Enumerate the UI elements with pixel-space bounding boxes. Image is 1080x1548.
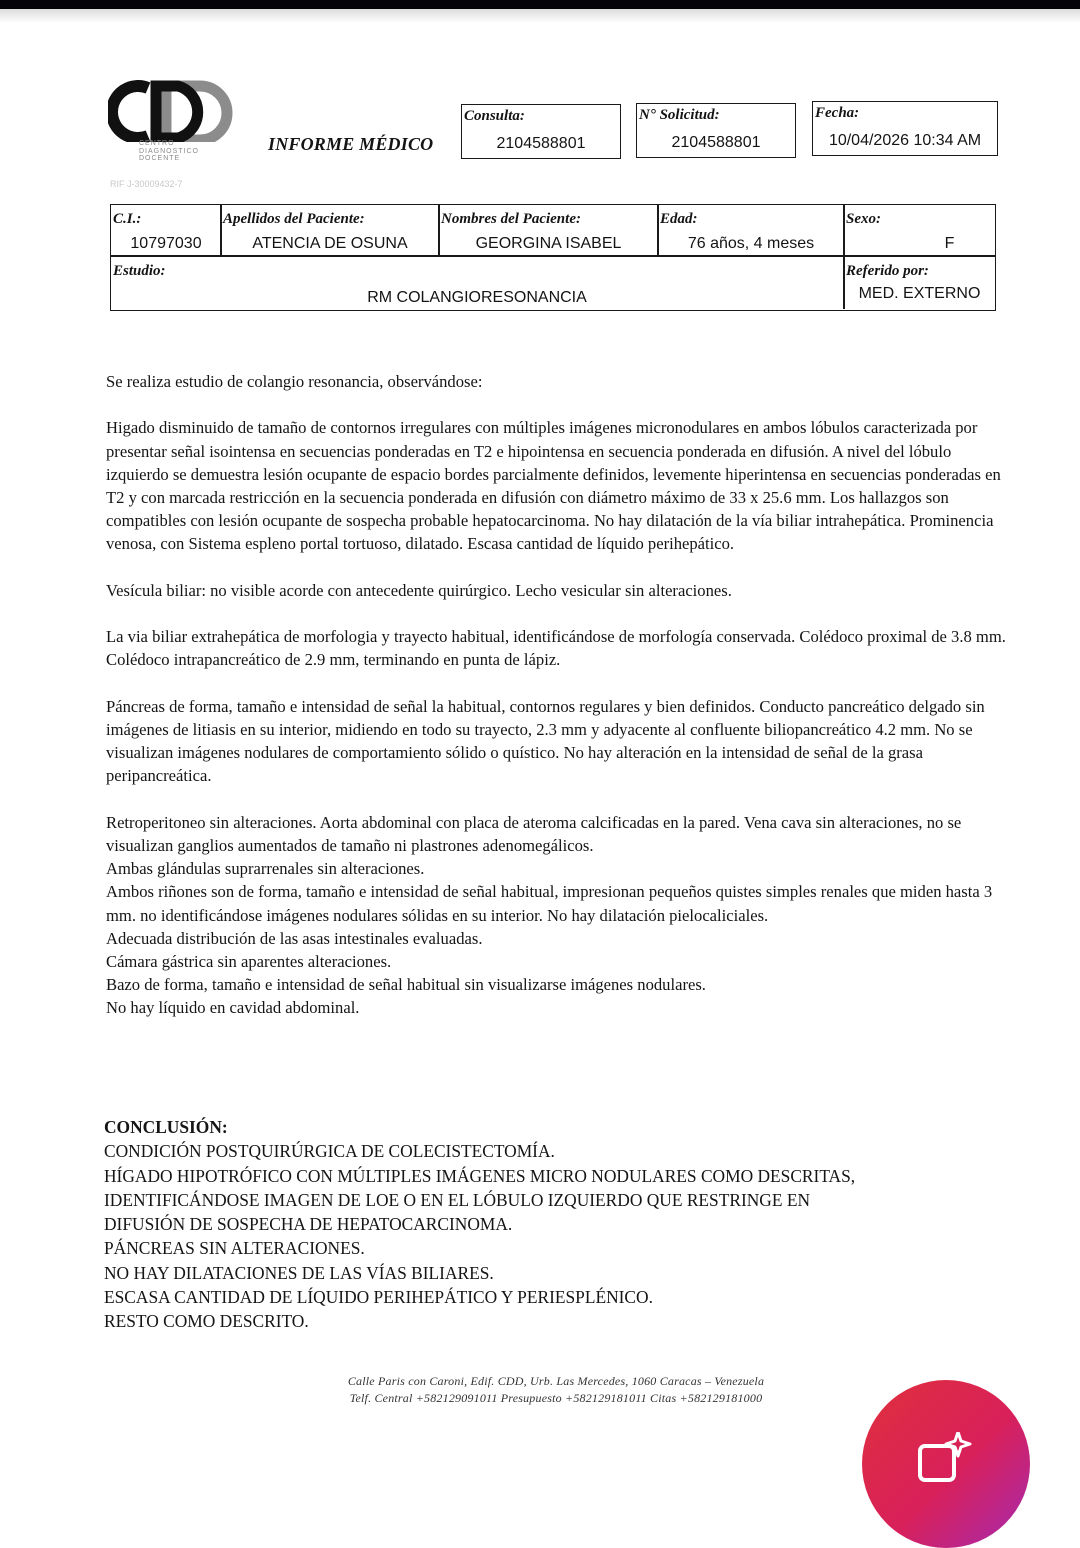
report-camara-gastrica: Cámara gástrica sin aparentes alteraciones. [106,952,392,971]
cdd-logo [108,80,238,195]
report-suprarrenales: Ambas glándulas suprarrenales sin alteraciones. [106,859,425,879]
report-retroperitoneo: Retroperitoneo sin alteraciones. Aorta abdominal con placa de ateroma calcificadas en la pared. Vena cava sin alteraciones, no se visualizan ganglios aumentados de tamaño ni plastrones adenomegálicos. [106,812,962,855]
referido-cell [844,257,995,309]
consulta-box [461,104,621,159]
sexo-label: Sexo: [846,211,881,227]
conclusion-item: IDENTIFICÁNDOSE IMAGEN DE LOE O EN EL LÓBULO IZQUIERDO QUE RESTRINGE EN [104,1189,811,1210]
report-liquido: No hay líquido en cavidad abdominal. [106,998,360,1018]
conclusion-item: DIFUSIÓN DE SOSPECHA DE HEPATOCARCINOMA. [104,1214,513,1235]
apellidos-label: Apellidos del Paciente: [223,211,365,227]
edad-cell [658,205,844,255]
report-intro: Se realiza estudio de colangio resonancia, observándose: [106,372,483,391]
ai-image-edit-sparkle-icon [914,1432,974,1492]
patient-info-table [110,204,996,311]
fecha-value: 10/04/2026 10:34 AM [828,132,982,149]
fecha-box [812,101,998,156]
conclusion-item: PÁNCREAS SIN ALTERACIONES. [104,1238,365,1259]
status-bar [0,0,1080,9]
report-bazo: Bazo de forma, tamaño e intensidad de señal habitual sin visualizarse imágenes nodulares. [106,975,706,995]
document-title: INFORME MÉDICO [268,134,434,154]
edad-value: 76 años, 4 meses [687,235,815,252]
conclusion-item: CONDICIÓN POSTQUIRÚRGICA DE COLECISTECTOMÍA. [104,1141,555,1162]
conclusion-heading: CONCLUSIÓN: [104,1117,228,1137]
apellidos-value: ATENCIA DE OSUNA [252,235,408,252]
nombres-label: Nombres del Paciente: [441,211,581,227]
ci-label: C.I.: [113,211,142,227]
report-via-biliar: La via biliar extrahepática de morfologia y trayecto habitual, identificándose de morfología conservada. Colédoco proximal de 3.8 mm. Colédoco intrapancreático de 2.9 mm, terminando en punta de lápiz. [106,627,1006,670]
conclusion-item: ESCASA CANTIDAD DE LÍQUIDO PERIHEPÁTICO Y PERIESPLÉNICO. [104,1287,653,1308]
solicitud-label: N° Solicitud: [639,107,720,123]
conclusion-item: NO HAY DILATACIONES DE LAS VÍAS BILIARES. [104,1262,494,1283]
document-footer [296,1373,816,1406]
referido-label: Referido por: [846,263,929,279]
top-shadow [0,9,1080,23]
report-higado: Higado disminuido de tamaño de contornos irregulares con múltiples imágenes micronodulares en ambos lóbulos caracterizada por presentar señal isointensa en secuencias ponderadas en T2 e hipointensa en secuencia ponderada en difusión. A nivel del lóbulo izquierdo se demuestra lesión ocupante de espacio bordes parcialmente definidos, levemente hiperintensa en secuencias ponderadas en T2 y con marcada restricción en la secuencia ponderada en difusión con diámetro máximo de 33 x 25.6 mm. Los hallazgos son compatibles con lesión ocupante de sospecha probable hepatocarcinoma. No hay dilatación de la vía biliar intrahepática. Prominencia venosa, con Sistema espleno portal tortuoso, dilatado. Escasa cantidad de líquido perihepático. [106,418,1001,554]
conclusion-item: HÍGADO HIPOTRÓFICO CON MÚLTIPLES IMÁGENES MICRO NODULARES COMO DESCRITAS, [104,1165,856,1186]
nombres-value: GEORGINA ISABEL [475,235,622,252]
consulta-label: Consulta: [464,108,525,124]
consulta-value: 2104588801 [496,135,586,152]
sexo-value: F [944,235,955,252]
apellidos-cell [221,205,439,255]
footer-address: Calle Paris con Caroni, Edif. CDD, Urb. Las Mercedes, 1060 Caracas – Venezuela [347,1374,765,1388]
ai-edit-button[interactable] [862,1380,1030,1548]
ci-cell [111,205,221,255]
report-body [106,370,1006,1020]
solicitud-value: 2104588801 [671,134,761,151]
estudio-cell [111,257,843,309]
report-pancreas: Páncreas de forma, tamaño e intensidad de señal la habitual, contornos regulares y bien definidos. Conducto pancreático delgado sin imágenes de litiasis en su interior, midiendo en todo su trayecto, 2.3 mm y adyacente al confluente biliopancreático 4.2 mm. No se visualizan imágenes nodulares de comportamiento sólido o quístico. No hay alteración en la intensidad de señal de la grasa peripancreática. [106,696,985,786]
sexo-cell [844,205,995,255]
logo-rif: RIF J-30009432-7 [110,179,183,189]
report-rinones: Ambos riñones son de forma, tamaño e intensidad de señal habitual, impresionan pequeños quistes simples renales que miden hasta 3 mm. no identificándose imágenes nodulares sólidas en su interior. No hay dilatación pielocaliciales. [106,882,993,925]
footer-phones: Telf. Central +582129091011 Presupuesto +582129181011 Citas +582129181000 [349,1390,763,1405]
estudio-label: Estudio: [113,263,166,279]
edad-label: Edad: [660,211,698,227]
estudio-value: RM COLANGIORESONANCIA [367,289,587,306]
conclusion-section [104,1115,1004,1334]
ci-value: 10797030 [130,235,202,252]
report-asas: Adecuada distribución de las asas intestinales evaluadas. [106,928,483,948]
logo-subtitle: CENTRO DIAGNOSTICO DOCENTE [139,140,200,162]
fecha-label: Fecha: [815,105,860,121]
report-vesicula: Vesícula biliar: no visible acorde con antecedente quirúrgico. Lecho vesicular sin alteraciones. [106,580,732,600]
referido-value: MED. EXTERNO [858,285,981,302]
cdd-logo-icon [108,80,238,142]
nombres-cell [439,205,658,255]
solicitud-box [636,103,796,158]
conclusion-item: RESTO COMO DESCRITO. [104,1311,309,1332]
